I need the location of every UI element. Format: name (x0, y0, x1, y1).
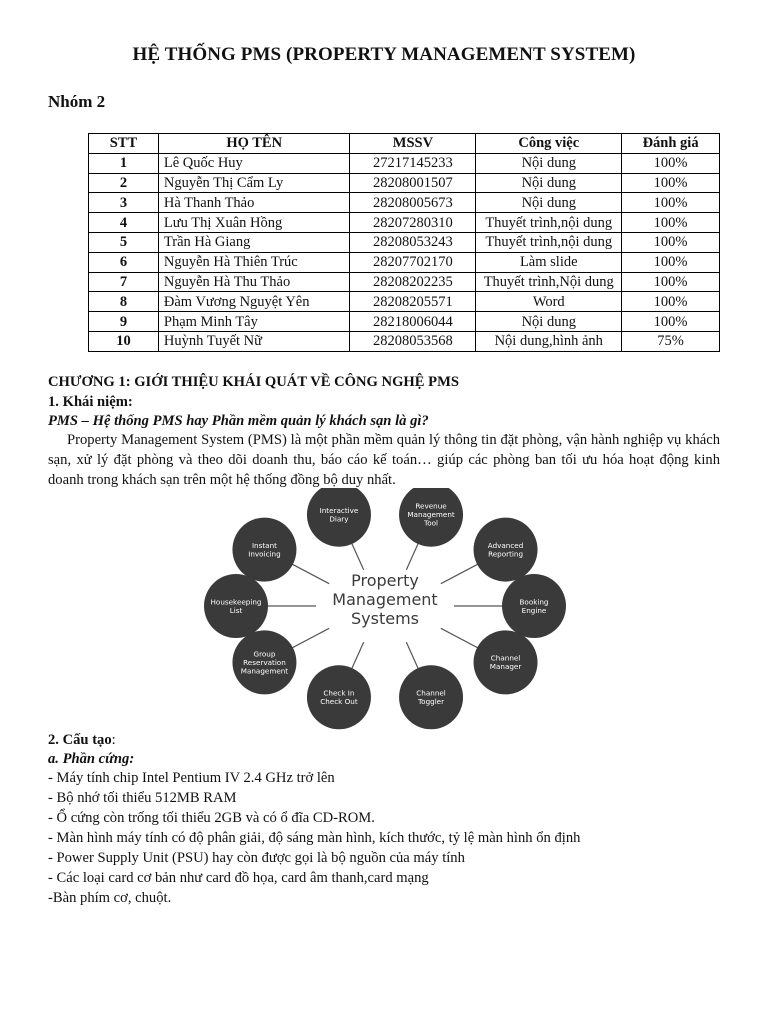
stt-cell: 2 (89, 173, 159, 193)
name-cell: Nguyễn Hà Thiên Trúc (158, 252, 350, 272)
table-header-cell: HỌ TÊN (158, 134, 350, 154)
rating-cell: 100% (622, 312, 720, 332)
diagram-node (232, 630, 296, 694)
intro-paragraph: Property Management System (PMS) là một phần mềm quản lý thông tin đặt phòng, vận hành nghiệp vụ khách sạn, xử lý đặt phòng và theo dõi doanh thu, báo cáo kế toán… giúp các phòng ban tối ưu hóa hoạt động kinh doanh trong khách sạn trên một hệ thống đồng bộ duy nhất. (48, 432, 720, 488)
diagram-node-label: Reservation (243, 657, 286, 667)
diagram-node-label: Channel (490, 653, 521, 663)
hardware-list (48, 768, 720, 908)
task-cell: Nội dung,hình ảnh (476, 331, 622, 351)
mssv-cell: 28208001507 (350, 173, 476, 193)
rating-cell: 100% (622, 252, 720, 272)
rating-cell: 100% (622, 232, 720, 252)
diagram-node-label: Toggler (418, 697, 445, 707)
diagram-node-label: Booking (519, 597, 549, 607)
table-row (89, 153, 720, 173)
diagram-node-label: Diary (329, 514, 349, 524)
hardware-item: - Ổ cứng còn trống tối thiểu 2GB và có ổ đĩa CD-ROM. (48, 810, 375, 826)
section-heading-label: 2. Cấu tạo (48, 732, 112, 748)
rating-cell: 100% (622, 272, 720, 292)
rating-cell: 100% (622, 292, 720, 312)
member-table (88, 133, 720, 352)
name-cell: Đàm Vương Nguyệt Yên (158, 292, 350, 312)
diagram-node-label: Channel (416, 688, 446, 698)
table-header-cell: STT (89, 134, 159, 154)
pms-diagram (200, 488, 570, 738)
mssv-cell: 28208202235 (350, 272, 476, 292)
diagram-node (204, 574, 268, 638)
diagram-node-label: Engine (521, 605, 547, 615)
rating-cell: 100% (622, 173, 720, 193)
mssv-cell: 28208005673 (350, 193, 476, 213)
table-row (89, 292, 720, 312)
task-cell: Thuyết trình,Nội dung (476, 272, 622, 292)
diagram-node-label: Check Out (320, 697, 358, 707)
name-cell: Lưu Thị Xuân Hồng (158, 213, 350, 233)
mssv-cell: 28208205571 (350, 292, 476, 312)
stt-cell: 7 (89, 272, 159, 292)
table-header-cell: MSSV (350, 134, 476, 154)
table-row (89, 252, 720, 272)
diagram-node-label: Instant (251, 540, 277, 550)
diagram-node-label: Management (240, 666, 289, 676)
mssv-cell: 28208053243 (350, 232, 476, 252)
stt-cell: 9 (89, 312, 159, 332)
mssv-cell: 28208053568 (350, 331, 476, 351)
mssv-cell: 28207702170 (350, 252, 476, 272)
table-row (89, 272, 720, 292)
diagram-node (399, 488, 463, 547)
diagram-node (307, 488, 371, 547)
diagram-node-label: Reporting (488, 549, 524, 559)
diagram-node-label: Invoicing (248, 549, 281, 559)
rating-cell: 100% (622, 153, 720, 173)
table-row (89, 312, 720, 332)
task-cell: Nội dung (476, 312, 622, 332)
diagram-node-label: Interactive (319, 505, 359, 515)
table-header-row (89, 134, 720, 154)
diagram-center-label: Property (351, 571, 419, 590)
table-row (89, 232, 720, 252)
stt-cell: 6 (89, 252, 159, 272)
diagram-node (232, 518, 296, 582)
table-row (89, 193, 720, 213)
stt-cell: 8 (89, 292, 159, 312)
table-header-cell: Đánh giá (622, 134, 720, 154)
group-name: Nhóm 2 (48, 92, 106, 111)
hardware-item: -Bàn phím cơ, chuột. (48, 890, 172, 906)
name-cell: Trần Hà Giang (158, 232, 350, 252)
name-cell: Nguyễn Hà Thu Thảo (158, 272, 350, 292)
diagram-node (502, 574, 566, 638)
stt-cell: 4 (89, 213, 159, 233)
task-cell: Làm slide (476, 252, 622, 272)
name-cell: Nguyễn Thị Cẩm Ly (158, 173, 350, 193)
diagram-node-label: Revenue (415, 501, 447, 511)
diagram-node (399, 665, 463, 729)
task-cell: Word (476, 292, 622, 312)
diagram-node (474, 518, 538, 582)
section-heading: 1. Khái niệm: (48, 394, 133, 410)
rating-cell: 75% (622, 331, 720, 351)
task-cell: Thuyết trình,nội dung (476, 232, 622, 252)
diagram-node-label: Advanced (487, 540, 524, 550)
diagram-node-label: List (229, 605, 243, 615)
task-cell: Nội dung (476, 153, 622, 173)
task-cell: Nội dung (476, 193, 622, 213)
name-cell: Lê Quốc Huy (158, 153, 350, 173)
table-row (89, 173, 720, 193)
stt-cell: 3 (89, 193, 159, 213)
hardware-item: - Bộ nhớ tối thiểu 512MB RAM (48, 790, 237, 806)
diagram-node-label: Housekeeping (210, 597, 262, 607)
rating-cell: 100% (622, 193, 720, 213)
section-heading-colon: : (111, 732, 116, 748)
section-question: PMS – Hệ thống PMS hay Phần mềm quản lý khách sạn là gì? (48, 413, 429, 429)
table-row (89, 213, 720, 233)
hardware-item: - Máy tính chip Intel Pentium IV 2.4 GHz trở lên (48, 770, 335, 786)
task-cell: Nội dung (476, 173, 622, 193)
name-cell: Phạm Minh Tây (158, 312, 350, 332)
diagram-node-label: Tool (424, 518, 439, 528)
diagram-center-label: Management (332, 590, 438, 609)
hardware-heading: a. Phần cứng: (48, 751, 135, 767)
diagram-node-label: Group (253, 649, 276, 659)
stt-cell: 5 (89, 232, 159, 252)
table-header-cell: Công việc (476, 134, 622, 154)
hardware-item: - Màn hình máy tính có độ phân giải, độ sáng màn hình, kích thước, tỷ lệ màn hình ổn định (48, 830, 581, 846)
diagram-node-label: Manager (489, 662, 522, 672)
mssv-cell: 28218006044 (350, 312, 476, 332)
section-heading (48, 730, 720, 750)
diagram-node-label: Management (407, 510, 455, 520)
stt-cell: 1 (89, 153, 159, 173)
name-cell: Hà Thanh Thảo (158, 193, 350, 213)
mssv-cell: 27217145233 (350, 153, 476, 173)
name-cell: Huỳnh Tuyết Nữ (158, 331, 350, 351)
mssv-cell: 28207280310 (350, 213, 476, 233)
diagram-node (474, 630, 538, 694)
table-row (89, 331, 720, 351)
task-cell: Thuyết trình,nội dung (476, 213, 622, 233)
diagram-node (307, 665, 371, 729)
diagram-node-label: Check In (323, 688, 355, 698)
rating-cell: 100% (622, 213, 720, 233)
diagram-center-label: Systems (351, 609, 419, 628)
chapter-heading: CHƯƠNG 1: GIỚI THIỆU KHÁI QUÁT VỀ CÔNG NGHỆ PMS (48, 374, 459, 390)
hardware-item: - Các loại card cơ bản như card đồ họa, card âm thanh,card mạng (48, 870, 429, 886)
document-title: HỆ THỐNG PMS (PROPERTY MANAGEMENT SYSTEM) (132, 44, 636, 65)
stt-cell: 10 (89, 331, 159, 351)
hardware-item: - Power Supply Unit (PSU) hay còn được gọi là bộ nguồn của máy tính (48, 850, 465, 866)
